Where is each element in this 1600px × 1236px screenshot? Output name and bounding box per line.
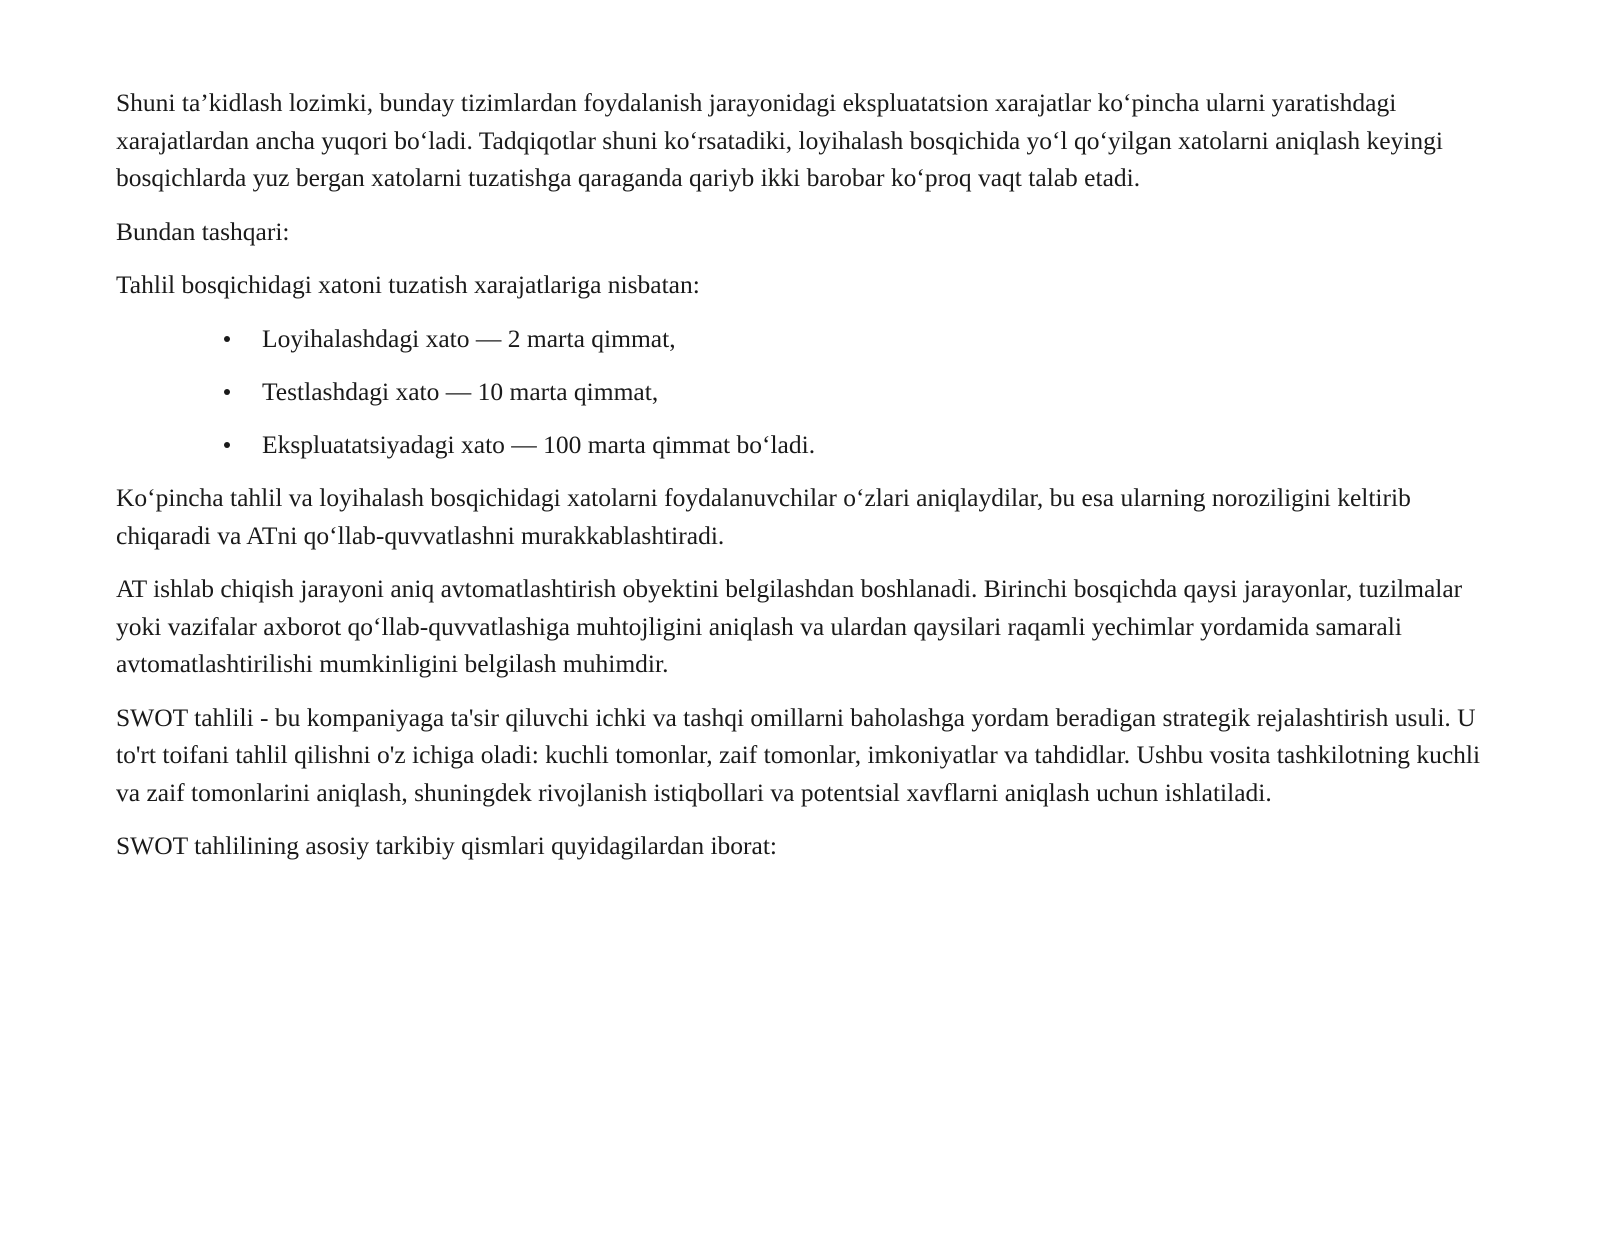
- bullet-icon: [224, 389, 230, 395]
- paragraph-operating-costs: Shuni ta’kidlash lozimki, bunday tizimlardan foydalanish jarayonidagi ekspluatatsion xarajatlar ko‘pincha ularni yaratishdagi xarajatlardan ancha yuqori bo‘ladi. Tadqiqotlar shuni ko‘rsatadiki, loyihalash bosqichida yo‘l qo‘yilgan xatolarni aniqlash keyingi bosqichlarda yuz bergan xatolarni tuzatishga qaraganda qariyb ikki barobar ko‘proq vaqt talab etadi.: [116, 88, 1443, 192]
- paragraph-additionally: Bundan tashqari:: [116, 216, 290, 246]
- paragraph-swot-definition: SWOT tahlili - bu kompaniyaga ta'sir qiluvchi ichki va tashqi omillarni baholashga yordam beradigan strategik rejalashtirish usuli. U to'rt toifani tahlil qilishni o'z ichiga oladi: kuchli tomonlar, zaif tomonlar, imkoniyatlar va tahdidlar. Ushbu vosita tashkilotning kuchli va zaif tomonlarini aniqlash, shuningdek rivojlanish istiqbollari va potentsial xavflarni aniqlash uchun ishlatiladi.: [116, 702, 1481, 807]
- bullet-icon: [224, 336, 230, 342]
- document-page: [116, 84, 1496, 881]
- list-item-text: Ekspluatatsiyadagi xato — 100 marta qimmat bo‘ladi.: [262, 429, 816, 459]
- cost-multiplier-list: [116, 320, 1496, 464]
- list-item-text: Loyihalashdagi xato — 2 marta qimmat,: [262, 323, 676, 353]
- bullet-icon: [224, 442, 230, 448]
- paragraph-swot-components-intro: SWOT tahlilining asosiy tarkibiy qismlari quyidagilardan iborat:: [116, 831, 778, 860]
- paragraph-at-development: AT ishlab chiqish jarayoni aniq avtomatlashtirish obyektini belgilashdan boshlanadi. Birinchi bosqichda qaysi jarayonlar, tuzilmalar yoki vazifalar axborot qo‘llab-quvvatlashiga muhtojligini aniqlash va ulardan qaysilari raqamli yechimlar yordamida samarali avtomatlashtirilishi mumkinligini belgilash muhimdir.: [116, 574, 1463, 678]
- list-item: [116, 320, 1496, 358]
- list-item: [116, 373, 1496, 411]
- paragraph-cost-ratio-intro: Tahlil bosqichidagi xatoni tuzatish xarajatlariga nisbatan:: [116, 270, 700, 299]
- paragraph-user-detected-errors: Ko‘pincha tahlil va loyihalash bosqichidagi xatolarni foydalanuvchilar o‘zlari aniqlaydilar, bu esa ularning noroziligini keltirib chiqaradi va ATni qo‘llab-quvvatlashni murakkablashtiradi.: [116, 483, 1411, 550]
- list-item: [116, 426, 1496, 464]
- list-item-text: Testlashdagi xato — 10 marta qimmat,: [262, 376, 659, 406]
